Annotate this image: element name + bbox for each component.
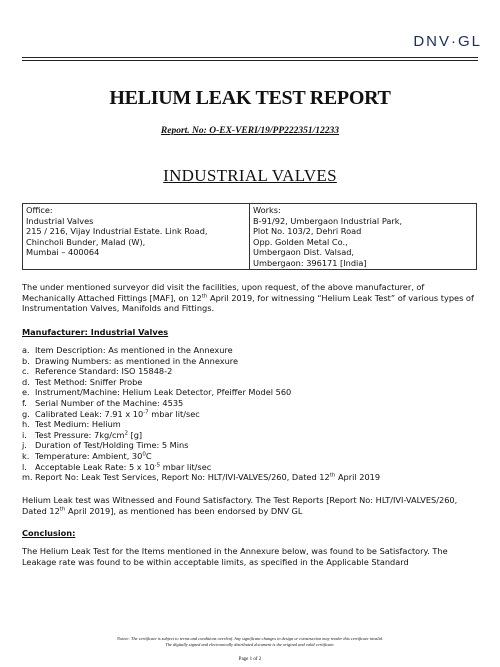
intro-paragraph <box>22 282 480 314</box>
detail-superscript: -7 <box>143 408 149 415</box>
list-marker: g. <box>22 408 30 419</box>
conclusion-paragraph: The Helium Leak Test for the Items mentioned in the Annexure below, was found to be Satisfactory. The Leakage rate was found to be within acceptable limits, as specified in the Applicable Standard <box>22 546 448 567</box>
test-detail-item <box>22 398 480 409</box>
footer-notice <box>0 636 500 647</box>
list-marker: k. <box>22 450 30 461</box>
list-marker: e. <box>22 387 30 398</box>
test-detail-item <box>22 430 480 441</box>
document-title: HELIUM LEAK TEST REPORT <box>109 87 391 109</box>
notice-line: The digitally signed and electronically distributed document is the original and valid certificate. <box>165 641 335 647</box>
detail-text: Drawing Numbers: as mentioned in the Annexure <box>35 355 239 366</box>
header-rule-double <box>22 60 478 61</box>
test-detail-item <box>22 377 480 388</box>
dnv-gl-logo: DNV·GL <box>413 33 482 50</box>
detail-text-cont: [g] <box>127 429 143 440</box>
office-line: 215 / 216, Vijay Industrial Estate. Link Road, <box>26 226 208 236</box>
header-rule <box>22 57 478 58</box>
detail-text-cont: C <box>145 450 152 461</box>
detail-text: Duration of Test/Holding Time: 5 Mins <box>35 440 189 451</box>
conclusion-heading: Conclusion: <box>22 528 76 538</box>
detail-text: Instrument/Machine: Helium Leak Detector, Pfeiffer Model 560 <box>35 387 292 398</box>
test-detail-item <box>22 462 480 473</box>
works-line: B-91/92, Umbergaon Industrial Park, <box>253 215 403 226</box>
witness-superscript: th <box>59 505 66 512</box>
office-line: Industrial Valves <box>26 215 94 226</box>
notice-line: Notice: The certificate is subject to terms and conditions overleaf. Any significant changes in design or construction may render this certificate invalid. <box>117 636 383 641</box>
list-marker: i. <box>22 429 27 440</box>
list-marker: f. <box>22 397 27 408</box>
office-line: Chincholi Bunder, Malad (W), <box>26 236 146 247</box>
detail-superscript: 2 <box>124 430 128 437</box>
test-details-list <box>22 345 480 483</box>
detail-text: Test Pressure: 7kg/cm <box>35 429 125 440</box>
witness-paragraph <box>22 495 480 516</box>
works-line: Plot No. 103/2, Dehri Road <box>253 226 362 236</box>
document-subtitle: INDUSTRIAL VALVES <box>163 166 337 185</box>
detail-text: Acceptable Leak Rate: 5 x 10 <box>35 461 155 472</box>
detail-text: Item Description: As mentioned in the Annexure <box>35 345 233 355</box>
detail-text: Test Method: Sniffer Probe <box>35 376 143 387</box>
detail-superscript: -5 <box>154 461 161 468</box>
list-marker: b. <box>22 355 30 366</box>
test-detail-item <box>22 356 480 367</box>
test-detail-item <box>22 440 480 451</box>
manufacturer-heading: Manufacturer: Industrial Valves <box>22 327 169 337</box>
test-detail-item <box>22 366 480 377</box>
detail-text: Serial Number of the Machine: 4535 <box>35 397 184 408</box>
works-line: Umbergaon Dist. Valsad, <box>253 247 355 257</box>
intro-superscript: th <box>201 292 208 299</box>
list-marker: c. <box>22 366 30 377</box>
intro-text: The under mentioned surveyor did visit the facilities, upon request, of the above manufacturer, of Mechanically Attached Fittings [MAF], on 12 <box>22 282 425 303</box>
office-address-cell <box>23 204 250 270</box>
office-label: Office: <box>26 205 53 215</box>
witness-text-cont: April 2019], as mentioned has been endorsed by DNV GL <box>65 505 303 516</box>
test-detail-item <box>22 409 480 420</box>
page-number: Page 1 of 2 <box>238 657 262 662</box>
detail-text: Report No: Leak Test Services, Report No: HLT/IVI-VALVES/260, Dated 12 <box>35 472 330 483</box>
works-label: Works: <box>253 205 281 215</box>
test-detail-item <box>22 345 480 356</box>
list-marker: m. <box>22 472 33 483</box>
works-address-cell <box>250 204 477 270</box>
list-marker: a. <box>22 345 30 355</box>
test-detail-item <box>22 451 480 462</box>
detail-text-cont: mbar lit/sec <box>148 408 200 419</box>
list-marker: j. <box>22 440 27 451</box>
detail-superscript: 0 <box>142 451 146 458</box>
list-marker: d. <box>22 376 30 387</box>
detail-text-cont: mbar lit/sec <box>160 461 212 472</box>
list-marker: l. <box>22 461 27 472</box>
office-line: Mumbai – 400064 <box>26 247 100 257</box>
works-line: Umbergaon: 396171 [India] <box>253 257 367 268</box>
test-detail-item <box>22 387 480 398</box>
detail-text-cont: April 2019 <box>335 472 381 483</box>
witness-text: Helium Leak test was Witnessed and Found Satisfactory. The Test Reports [Report No: HLT/IVI-VALVES/260, Dated 12 <box>22 495 458 516</box>
address-table <box>22 203 477 270</box>
detail-superscript: th <box>329 472 336 479</box>
works-line: Opp. Golden Metal Co., <box>253 236 348 247</box>
test-detail-item <box>22 419 480 430</box>
intro-text-cont: April 2019, for witnessing “Helium Leak Test” of various types of Instrumentation Valves, Manifolds and Fittings. <box>22 292 474 314</box>
test-detail-item <box>22 472 480 483</box>
detail-text: Test Medium: Helium <box>35 419 121 430</box>
report-number: Report. No: O-EX-VERI/19/PP222351/12233 <box>160 126 340 136</box>
list-marker: h. <box>22 419 30 430</box>
detail-text: Calibrated Leak: 7.91 x 10 <box>35 408 144 419</box>
detail-text: Reference Standard: ISO 15848-2 <box>35 366 173 377</box>
detail-text: Temperature: Ambient, 30 <box>35 450 143 461</box>
